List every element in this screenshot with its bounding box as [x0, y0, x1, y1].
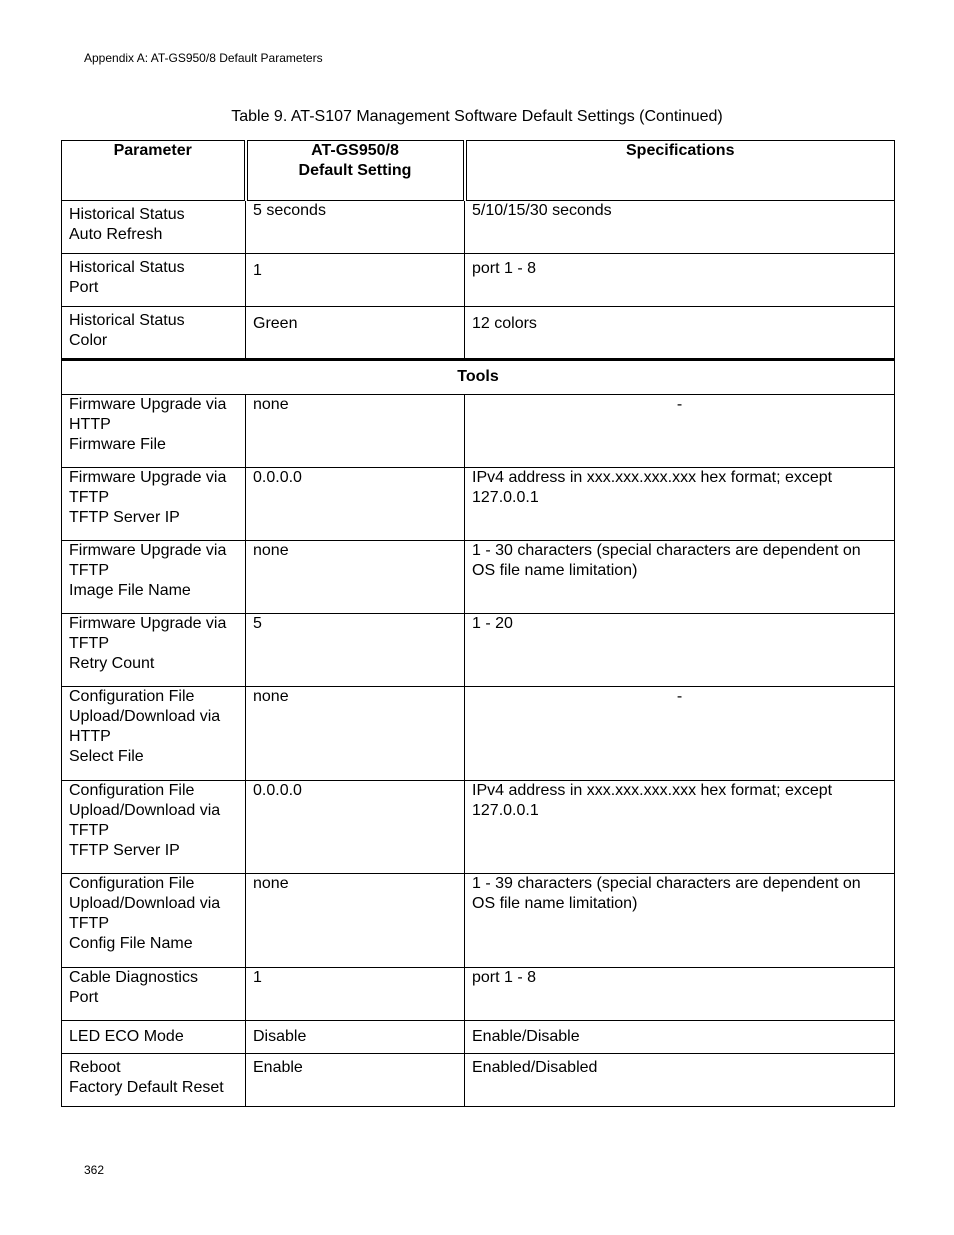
- parameter-line: TFTP: [69, 635, 109, 652]
- default-cell: Disable: [246, 1021, 465, 1054]
- spec-cell: Enabled/Disabled: [465, 1054, 895, 1107]
- spec-line: IPv4 address in xxx.xxx.xxx.xxx hex format; except: [472, 782, 833, 799]
- table-row: [62, 541, 895, 614]
- parameter-cell: [62, 468, 246, 541]
- parameter-line: Firmware Upgrade via: [69, 615, 227, 632]
- spec-line: OS file name limitation): [472, 895, 638, 912]
- column-header-specifications: Specifications: [465, 141, 895, 201]
- parameter-line: HTTP: [69, 728, 111, 745]
- spec-cell: 1 - 20: [465, 614, 895, 687]
- parameter-line: Historical Status: [69, 206, 185, 223]
- parameter-cell: [62, 541, 246, 614]
- parameter-line: Upload/Download via: [69, 895, 221, 912]
- table-row: [62, 874, 895, 968]
- default-cell: Green: [246, 307, 465, 360]
- parameter-line: TFTP: [69, 822, 109, 839]
- parameter-cell: [62, 781, 246, 874]
- default-cell: Enable: [246, 1054, 465, 1107]
- spec-cell: port 1 - 8: [465, 254, 895, 307]
- parameter-line: Firmware Upgrade via: [69, 542, 227, 559]
- parameter-cell: [62, 1054, 246, 1107]
- spec-cell: -: [465, 687, 895, 781]
- spec-line: 127.0.0.1: [472, 489, 539, 506]
- parameter-line: Firmware File: [69, 436, 166, 453]
- page-number: 362: [84, 1163, 105, 1177]
- table-header-row: [62, 141, 895, 201]
- default-cell: none: [246, 687, 465, 781]
- parameter-line: TFTP: [69, 562, 109, 579]
- column-header-default-setting: [246, 141, 465, 201]
- section-title: Tools: [62, 360, 895, 395]
- parameter-line: TFTP: [69, 915, 109, 932]
- parameter-line: Color: [69, 332, 108, 349]
- default-cell: 1: [246, 968, 465, 1021]
- parameter-line: Historical Status: [69, 312, 185, 329]
- column-header-parameter: Parameter: [62, 141, 246, 201]
- parameter-cell: [62, 1021, 246, 1054]
- parameter-line: Select File: [69, 748, 144, 765]
- parameter-line: Auto Refresh: [69, 226, 163, 243]
- spec-cell: [465, 541, 895, 614]
- parameter-cell: [62, 395, 246, 468]
- table-row: [62, 1054, 895, 1107]
- spec-cell: 12 colors: [465, 307, 895, 360]
- parameter-line: Configuration File: [69, 782, 195, 799]
- parameter-cell: [62, 968, 246, 1021]
- default-cell: none: [246, 541, 465, 614]
- parameter-line: Port: [69, 279, 99, 296]
- spec-cell: port 1 - 8: [465, 968, 895, 1021]
- parameter-line: TFTP Server IP: [69, 509, 180, 526]
- parameter-line: HTTP: [69, 416, 111, 433]
- parameter-line: Configuration File: [69, 875, 195, 892]
- spec-cell: [465, 874, 895, 968]
- default-cell: 0.0.0.0: [246, 781, 465, 874]
- parameter-cell: [62, 254, 246, 307]
- parameter-line: Factory Default Reset: [69, 1079, 224, 1096]
- parameter-line: Upload/Download via: [69, 802, 221, 819]
- table-row: [62, 687, 895, 781]
- table-row: [62, 201, 895, 254]
- parameter-line: Image File Name: [69, 582, 191, 599]
- parameter-line: Historical Status: [69, 259, 185, 276]
- table-row: [62, 614, 895, 687]
- parameter-cell: [62, 874, 246, 968]
- default-cell: 5: [246, 614, 465, 687]
- table-caption: Table 9. AT-S107 Management Software Default Settings (Continued): [231, 108, 723, 125]
- table-row: [62, 468, 895, 541]
- parameter-cell: [62, 201, 246, 254]
- spec-cell: [465, 781, 895, 874]
- parameter-line: Firmware Upgrade via: [69, 469, 227, 486]
- default-cell: 0.0.0.0: [246, 468, 465, 541]
- column-header-model: AT-GS950/8: [311, 142, 399, 159]
- parameter-cell: [62, 614, 246, 687]
- spec-cell: 5/10/15/30 seconds: [465, 201, 895, 254]
- parameter-line: TFTP Server IP: [69, 842, 180, 859]
- parameter-line: Configuration File: [69, 688, 195, 705]
- spec-cell: -: [465, 395, 895, 468]
- spec-line: OS file name limitation): [472, 562, 638, 579]
- table-row: [62, 968, 895, 1021]
- spec-line: 127.0.0.1: [472, 802, 539, 819]
- table-row: [62, 1021, 895, 1054]
- column-header-default: Default Setting: [298, 162, 412, 179]
- section-row: [62, 360, 895, 395]
- table-row: [62, 254, 895, 307]
- parameter-line: LED ECO Mode: [69, 1028, 184, 1045]
- default-cell: 1: [246, 254, 465, 307]
- spec-cell: [465, 468, 895, 541]
- spec-line: IPv4 address in xxx.xxx.xxx.xxx hex format; except: [472, 469, 833, 486]
- default-cell: none: [246, 395, 465, 468]
- default-settings-table: [61, 140, 895, 1107]
- parameter-line: Config File Name: [69, 935, 193, 952]
- spec-line: 1 - 30 characters (special characters are dependent on: [472, 542, 861, 559]
- spec-line: 1 - 39 characters (special characters are dependent on: [472, 875, 861, 892]
- default-cell: none: [246, 874, 465, 968]
- parameter-line: Reboot: [69, 1059, 121, 1076]
- parameter-cell: [62, 687, 246, 781]
- parameter-line: Retry Count: [69, 655, 155, 672]
- parameter-line: Cable Diagnostics: [69, 969, 198, 986]
- default-cell: 5 seconds: [246, 201, 465, 254]
- parameter-line: Upload/Download via: [69, 708, 221, 725]
- table-row: [62, 781, 895, 874]
- parameter-line: Port: [69, 989, 99, 1006]
- running-header: Appendix A: AT-GS950/8 Default Parameters: [84, 51, 323, 65]
- parameter-line: TFTP: [69, 489, 109, 506]
- table-row: [62, 395, 895, 468]
- parameter-line: Firmware Upgrade via: [69, 396, 227, 413]
- parameter-cell: [62, 307, 246, 360]
- spec-cell: Enable/Disable: [465, 1021, 895, 1054]
- table-row: [62, 307, 895, 360]
